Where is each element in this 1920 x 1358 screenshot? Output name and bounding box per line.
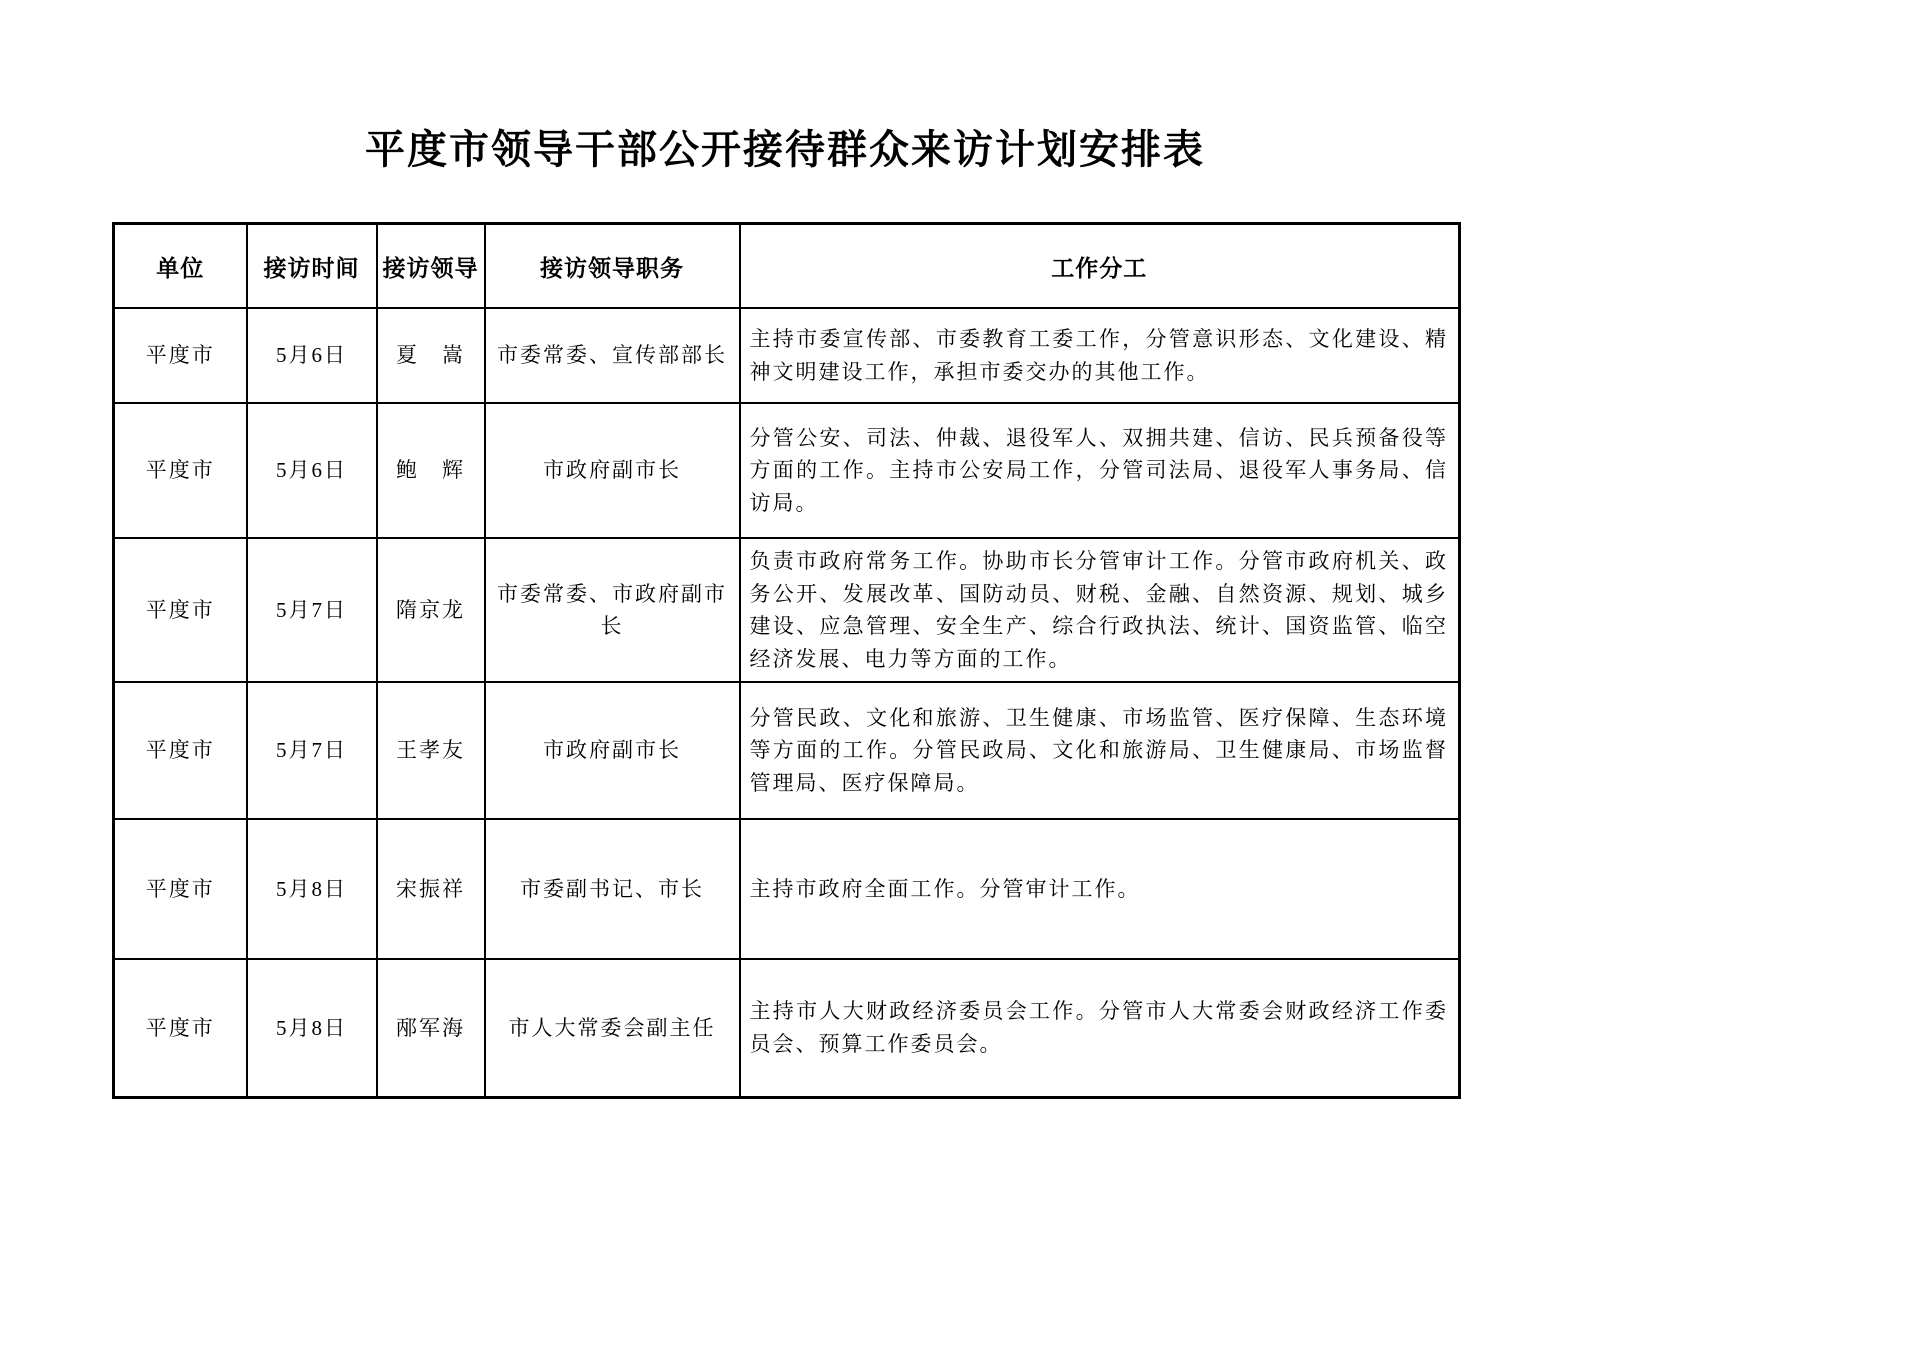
- unit-cell: 平度市: [114, 308, 247, 403]
- column-header-1: 接访时间: [247, 224, 377, 309]
- duty-cell: 负责市政府常务工作。协助市长分管审计工作。分管市政府机关、政务公开、发展改革、国防动员、财税、金融、自然资源、规划、城乡建设、应急管理、安全生产、综合行政执法、统计、国资监管、临空经济发展、电力等方面的工作。: [740, 538, 1460, 682]
- document-page: [112, 0, 1458, 1099]
- duty-cell: 分管民政、文化和旅游、卫生健康、市场监管、医疗保障、生态环境等方面的工作。分管民政局、文化和旅游局、卫生健康局、市场监督管理局、医疗保障局。: [740, 682, 1460, 819]
- duty-cell: 分管公安、司法、仲裁、退役军人、双拥共建、信访、民兵预备役等方面的工作。主持市公安局工作，分管司法局、退役军人事务局、信访局。: [740, 403, 1460, 538]
- position-cell: 市委常委、市政府副市长: [485, 538, 740, 682]
- column-header-2: 接访领导: [377, 224, 485, 309]
- leader-cell: 王孝友: [377, 682, 485, 819]
- leader-cell: 邴军海: [377, 959, 485, 1097]
- position-cell: 市人大常委会副主任: [485, 959, 740, 1097]
- position-cell: 市委常委、宣传部部长: [485, 308, 740, 403]
- time-cell: 5月7日: [247, 538, 377, 682]
- table-row: [114, 819, 1460, 959]
- table-row: [114, 682, 1460, 819]
- position-cell: 市政府副市长: [485, 403, 740, 538]
- column-header-4: 工作分工: [740, 224, 1460, 309]
- time-cell: 5月8日: [247, 959, 377, 1097]
- unit-cell: 平度市: [114, 682, 247, 819]
- time-cell: 5月7日: [247, 682, 377, 819]
- unit-cell: 平度市: [114, 403, 247, 538]
- table-row: [114, 959, 1460, 1097]
- position-cell: 市政府副市长: [485, 682, 740, 819]
- column-header-0: 单位: [114, 224, 247, 309]
- table-body: [114, 308, 1460, 1097]
- position-cell: 市委副书记、市长: [485, 819, 740, 959]
- schedule-table: [112, 222, 1461, 1099]
- duty-cell: 主持市委宣传部、市委教育工委工作，分管意识形态、文化建设、精神文明建设工作，承担市委交办的其他工作。: [740, 308, 1460, 403]
- time-cell: 5月6日: [247, 308, 377, 403]
- table-row: [114, 308, 1460, 403]
- column-header-3: 接访领导职务: [485, 224, 740, 309]
- time-cell: 5月6日: [247, 403, 377, 538]
- table-row: [114, 538, 1460, 682]
- unit-cell: 平度市: [114, 819, 247, 959]
- page-title: 平度市领导干部公开接待群众来访计划安排表: [365, 127, 1205, 172]
- unit-cell: 平度市: [114, 959, 247, 1097]
- duty-cell: 主持市政府全面工作。分管审计工作。: [740, 819, 1460, 959]
- table-row: [114, 403, 1460, 538]
- leader-cell: 宋振祥: [377, 819, 485, 959]
- header-row: [114, 224, 1460, 309]
- time-cell: 5月8日: [247, 819, 377, 959]
- leader-cell: 鲍 辉: [377, 403, 485, 538]
- unit-cell: 平度市: [114, 538, 247, 682]
- duty-cell: 主持市人大财政经济委员会工作。分管市人大常委会财政经济工作委员会、预算工作委员会。: [740, 959, 1460, 1097]
- leader-cell: 夏 嵩: [377, 308, 485, 403]
- leader-cell: 隋京龙: [377, 538, 485, 682]
